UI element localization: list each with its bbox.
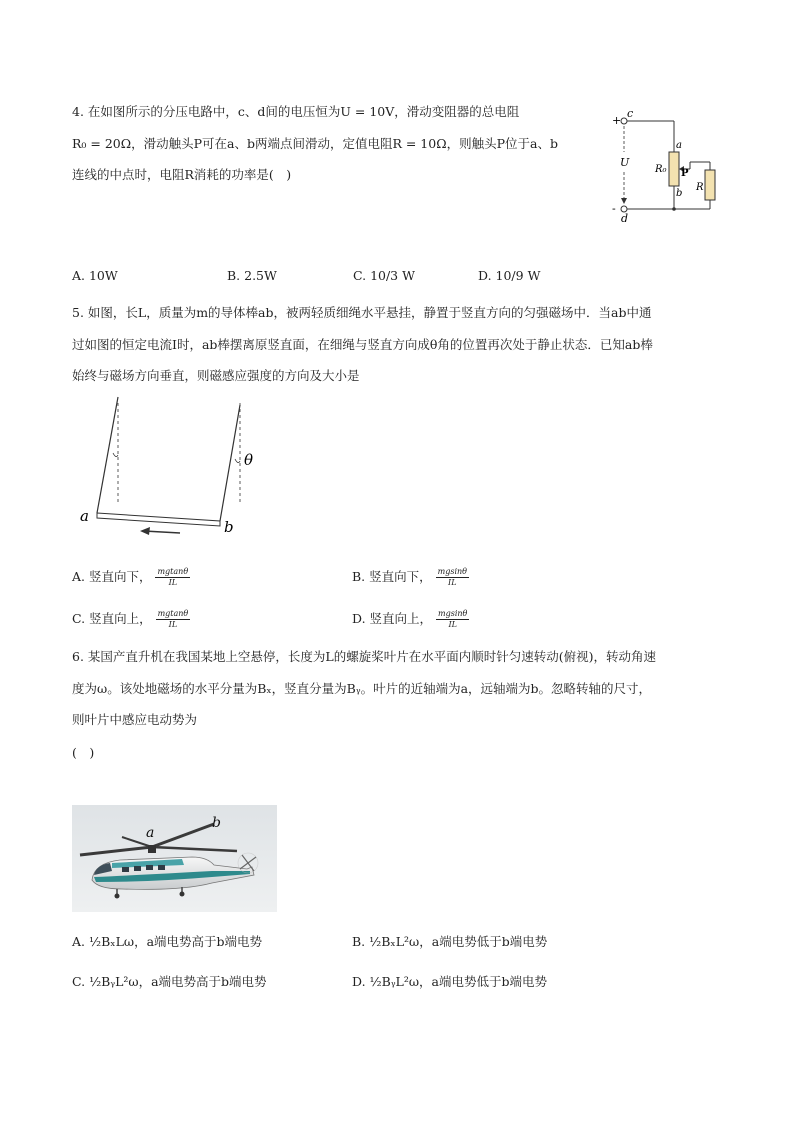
- label-a: a: [676, 140, 682, 151]
- q6-option-c[interactable]: C. ½BᵧL²ω，a端电势高于b端电势: [72, 974, 267, 989]
- q5-option-c[interactable]: [72, 609, 190, 630]
- fraction-denominator: IL: [168, 620, 178, 629]
- label-theta: θ: [244, 451, 254, 469]
- q5-option-c-fraction: [156, 609, 191, 630]
- q5-option-d[interactable]: [352, 609, 469, 630]
- q5-rod-diagram: [72, 395, 272, 545]
- q6-option-b[interactable]: B. ½BₓL²ω，a端电势低于b端电势: [352, 934, 548, 949]
- label-c: c: [627, 107, 634, 120]
- label-plus: +: [612, 114, 622, 127]
- fraction-denominator: IL: [448, 578, 457, 587]
- fraction-numerator: mgtanθ: [157, 609, 189, 618]
- label-b: b: [224, 518, 234, 536]
- label-d: d: [621, 212, 629, 225]
- q5-option-b-label: B. 竖直向下，: [352, 569, 432, 584]
- q6-line-3: 则叶片中感应电动势为: [72, 712, 198, 727]
- q5-option-c-label: C. 竖直向上，: [72, 611, 152, 626]
- label-minus: -: [612, 202, 616, 215]
- q5-option-a-fraction: [155, 567, 190, 588]
- q5-line-1: 5. 如图，长L，质量为m的导体棒ab，被两轻质细绳水平悬挂，静置于竖直方向的匀强磁场中．当ab中通: [72, 305, 652, 320]
- q5-option-a-label: A. 竖直向下，: [72, 569, 152, 584]
- q4-line-1: 4. 在如图所示的分压电路中，c、d间的电压恒为U = 10V，滑动变阻器的总电阻: [72, 104, 520, 119]
- q6-line-1: 6. 某国产直升机在我国某地上空悬停，长度为L的螺旋桨叶片在水平面内顺时针匀速转动(俯视)，转动角速: [72, 649, 656, 664]
- label-a: a: [146, 825, 155, 841]
- rheostat-r0: [669, 152, 679, 186]
- rod-ab: [97, 513, 220, 526]
- right-string: [220, 405, 240, 521]
- q4-circuit-diagram: [600, 104, 730, 229]
- label-r0: R₀: [655, 164, 667, 175]
- q5-option-a[interactable]: [72, 567, 190, 588]
- fraction-denominator: IL: [448, 620, 457, 629]
- q4-option-a[interactable]: A. 10W: [72, 268, 118, 283]
- q6-option-d[interactable]: D. ½BᵧL²ω，a端电势低于b端电势: [352, 974, 547, 989]
- q6-answer-paren: ( ): [72, 745, 95, 760]
- q6-option-a[interactable]: A. ½BₓLω，a端电势高于b端电势: [72, 934, 263, 949]
- resistor-r: [705, 170, 715, 200]
- label-b: b: [676, 188, 683, 199]
- q4-option-d[interactable]: D. 10/9 W: [478, 268, 541, 283]
- label-p: P: [681, 168, 689, 179]
- q5-option-b[interactable]: [352, 567, 469, 588]
- q4-option-b[interactable]: B. 2.5W: [227, 268, 277, 283]
- label-b: b: [212, 815, 221, 831]
- fraction-numerator: mgsinθ: [438, 609, 468, 618]
- label-r: R: [696, 182, 704, 193]
- fraction-denominator: IL: [168, 578, 178, 587]
- q6-line-2: 度为ω。该处地磁场的水平分量为Bₓ，竖直分量为Bᵧ。叶片的近轴端为a，远轴端为b。忽略转轴的尺寸，: [72, 681, 652, 696]
- q5-option-b-fraction: [436, 567, 469, 588]
- label-u: U: [620, 156, 630, 169]
- q5-option-d-fraction: [436, 609, 469, 630]
- fraction-numerator: mgsinθ: [437, 567, 467, 576]
- q5-line-3: 始终与磁场方向垂直，则磁感应强度的方向及大小是: [72, 368, 360, 383]
- left-string: [97, 397, 118, 513]
- q4-option-c[interactable]: C. 10/3 W: [353, 268, 415, 283]
- q5-line-2: 过如图的恒定电流I时，ab棒摆离原竖直面，在细绳与竖直方向成θ角的位置再次处于静止状态．已知ab棒: [72, 337, 653, 352]
- q4-line-3: 连线的中点时，电阻R消耗的功率是( ): [72, 167, 292, 182]
- fraction-numerator: mgtanθ: [157, 567, 189, 576]
- q4-line-2: R₀ = 20Ω，滑动触头P可在a、b两端点间滑动，定值电阻R = 10Ω，则触头P位于a、b: [72, 136, 558, 151]
- label-a: a: [80, 507, 89, 525]
- q5-option-d-label: D. 竖直向上，: [352, 611, 433, 626]
- helicopter-photo: [72, 805, 277, 912]
